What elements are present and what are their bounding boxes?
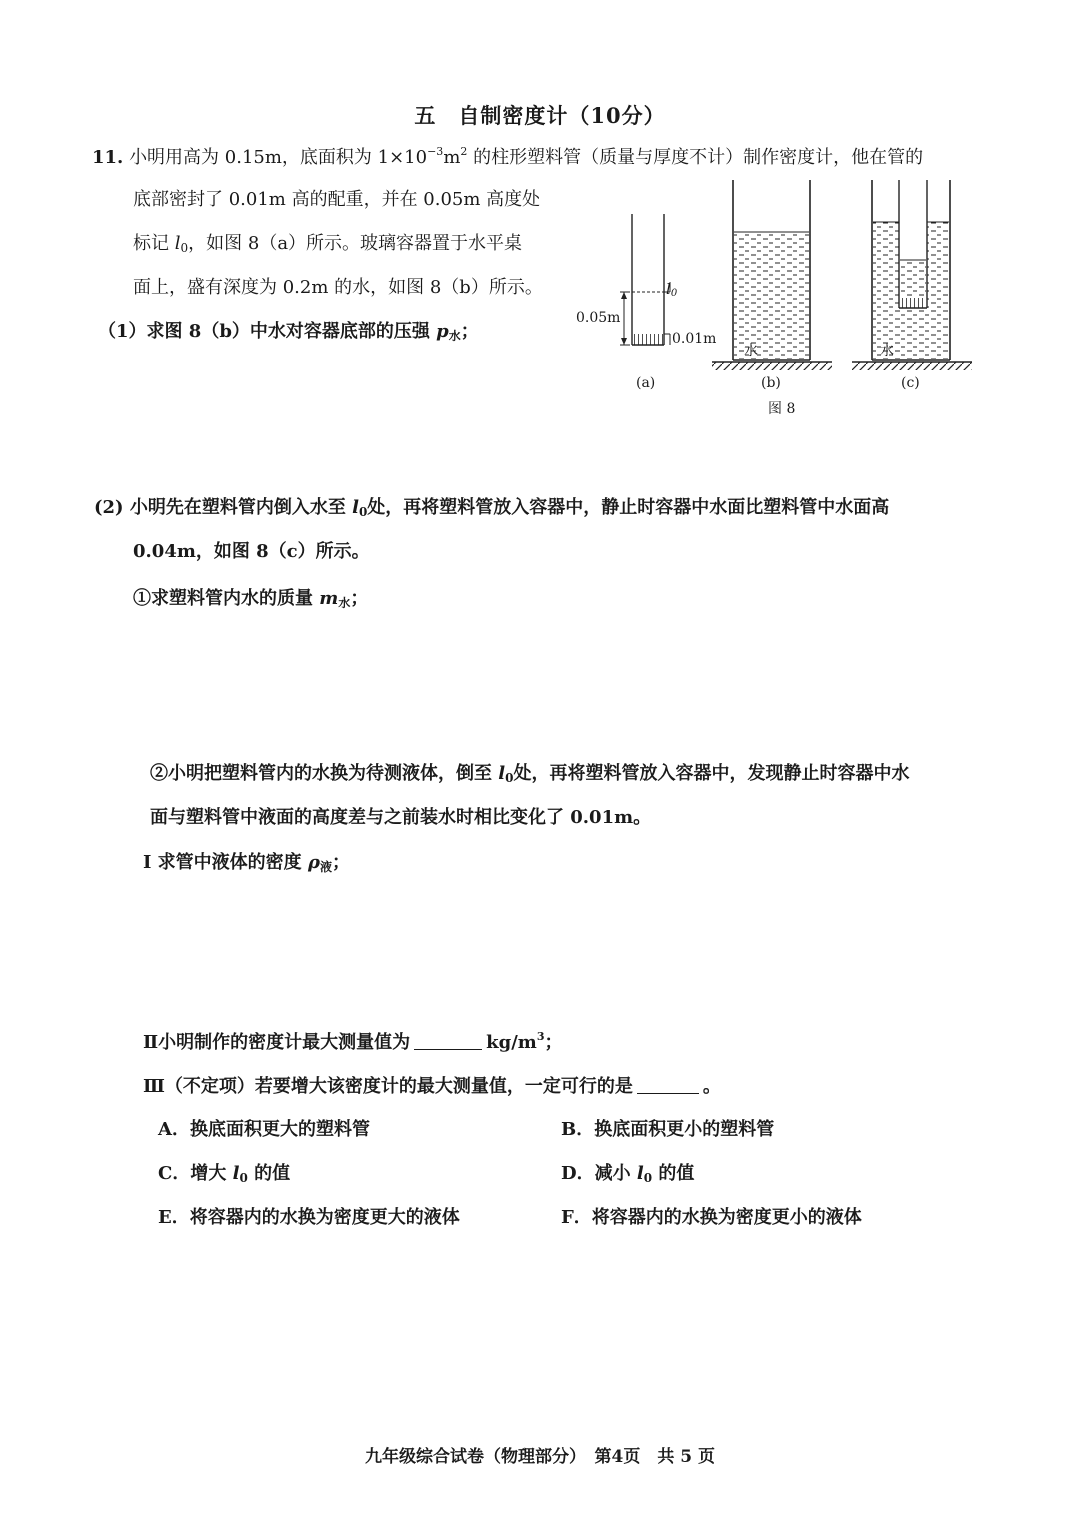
fig-label-005: 0.05m — [576, 310, 621, 326]
q2-roman3-text: Ⅲ（不定项）若要增大该密度计的最大测量值，一定可行的是 — [143, 1076, 633, 1097]
option-b[interactable]: B．换底面积更小的塑料管 — [561, 1119, 775, 1140]
option-d-b: 的值 — [652, 1163, 695, 1184]
var-l: l — [636, 1163, 644, 1184]
option-c-a: C．增大 — [158, 1163, 233, 1184]
var-l: l — [174, 233, 181, 254]
fig-label-001: 0.01m — [672, 331, 717, 347]
fig-caption-a: (a) — [636, 375, 656, 391]
q2-roman2-end: ； — [544, 1032, 563, 1053]
q11-line1 — [92, 145, 923, 169]
var-l-sub: 0 — [180, 241, 189, 255]
weight-block — [633, 334, 663, 345]
q11-part1-text: （1）求图 8（b）中水对容器底部的压强 — [98, 321, 437, 342]
page-footer: 九年级综合试卷（物理部分） 第4页 共 5 页 — [365, 1447, 715, 1467]
unit-exp: 3 — [536, 1030, 545, 1043]
q11-part1-end: ； — [460, 321, 479, 342]
var-rho: ρ — [307, 852, 320, 873]
section-title: 五 自制密度计（10分） — [414, 103, 666, 128]
q11-unit: m — [443, 147, 461, 168]
q11-line2: 底部密封了 0.01m 高的配重，并在 0.05m 高度处 — [133, 189, 541, 210]
answer-blank-choice[interactable] — [637, 1075, 699, 1094]
var-l: l — [352, 497, 359, 518]
q11-part1 — [98, 321, 479, 343]
q2-sub1-text: ①求塑料管内水的质量 — [133, 588, 320, 609]
q11-exp: −3 — [427, 145, 444, 158]
figure-8 — [570, 172, 990, 422]
option-e[interactable]: E．将容器内的水换为密度更大的液体 — [158, 1207, 460, 1228]
q11-line1-text: 小明用高为 0.15m，底面积为 1×10 — [129, 147, 428, 168]
q2-roman1-text: Ⅰ 求管中液体的密度 — [143, 852, 308, 873]
q2-roman3-end: 。 — [702, 1076, 721, 1097]
var-l-sub: 0 — [643, 1171, 653, 1185]
fig-label-water-b: 水 — [744, 343, 758, 359]
q11-line4: 面上，盛有深度为 0.2m 的水，如图 8（b）所示。 — [133, 277, 543, 298]
fig-label-l0: l0 — [666, 280, 678, 299]
q2-sub1-end: ； — [350, 588, 369, 609]
q2-roman2 — [143, 1030, 563, 1054]
q2-line1-b: 处，再将塑料管放入容器中，静止时容器中水面比塑料管中水面高 — [367, 497, 890, 518]
var-l-sub: 0 — [505, 771, 514, 785]
tube-water-c — [900, 260, 926, 298]
answer-blank-max[interactable] — [414, 1031, 482, 1050]
var-p-sub: 水 — [448, 329, 461, 343]
option-c[interactable] — [158, 1163, 290, 1185]
fig-label-water-c: 水 — [880, 343, 894, 359]
question-number: 11. — [92, 147, 124, 168]
option-d[interactable] — [561, 1163, 694, 1185]
container-c — [852, 180, 972, 370]
var-l-sub: 0 — [358, 505, 368, 519]
ground-b — [712, 362, 832, 370]
tube-a — [620, 214, 670, 345]
q2-sub2-b: 处，再将塑料管放入容器中，发现静止时容器中水 — [513, 763, 910, 784]
q2-roman1-end: ； — [331, 852, 350, 873]
q11-line1-end: 的柱形塑料管（质量与厚度不计）制作密度计，他在管的 — [467, 147, 924, 168]
q11-line3-b: ，如图 8（a）所示。玻璃容器置于水平桌 — [188, 233, 523, 254]
q11-exp2: 2 — [460, 145, 468, 158]
option-c-b: 的值 — [247, 1163, 291, 1184]
q2-sub2-line2: 面与塑料管中液面的高度差与之前装水时相比变化了 0.01m。 — [150, 807, 652, 828]
q2-roman3 — [143, 1075, 721, 1098]
q11-line3-a: 标记 — [133, 233, 175, 254]
option-d-a: D．减小 — [561, 1163, 637, 1184]
q2-line1-a: (2) 小明先在塑料管内倒入水至 — [94, 497, 353, 518]
q11-line3 — [133, 233, 522, 255]
q2-roman1 — [143, 852, 350, 874]
q2-sub1 — [133, 588, 368, 610]
fig-caption: 图 8 — [768, 401, 796, 417]
q2-line1 — [94, 497, 889, 519]
weight-block-c — [900, 298, 926, 308]
var-rho-sub: 液 — [319, 860, 332, 874]
q2-sub2-a: ②小明把塑料管内的水换为待测液体，倒至 — [150, 763, 499, 784]
unit-kgm: kg/m — [486, 1032, 537, 1053]
q2-sub2-line1 — [150, 763, 909, 785]
option-a[interactable]: A．换底面积更大的塑料管 — [158, 1119, 370, 1140]
var-l-sub: 0 — [239, 1171, 248, 1185]
var-l: l — [232, 1163, 240, 1184]
var-m: m — [319, 588, 339, 609]
fig-caption-c: (c) — [901, 375, 920, 391]
container-b — [712, 180, 832, 370]
ground-c — [852, 362, 972, 370]
var-m-sub: 水 — [338, 596, 351, 610]
q2-roman2-text: Ⅱ小明制作的密度计最大测量值为 — [143, 1032, 411, 1053]
option-f[interactable]: F．将容器内的水换为密度更小的液体 — [561, 1207, 862, 1228]
var-p: p — [436, 321, 449, 342]
fig-caption-b: (b) — [761, 375, 781, 391]
var-l: l — [498, 763, 506, 784]
q2-line2: 0.04m，如图 8（c）所示。 — [133, 541, 370, 562]
